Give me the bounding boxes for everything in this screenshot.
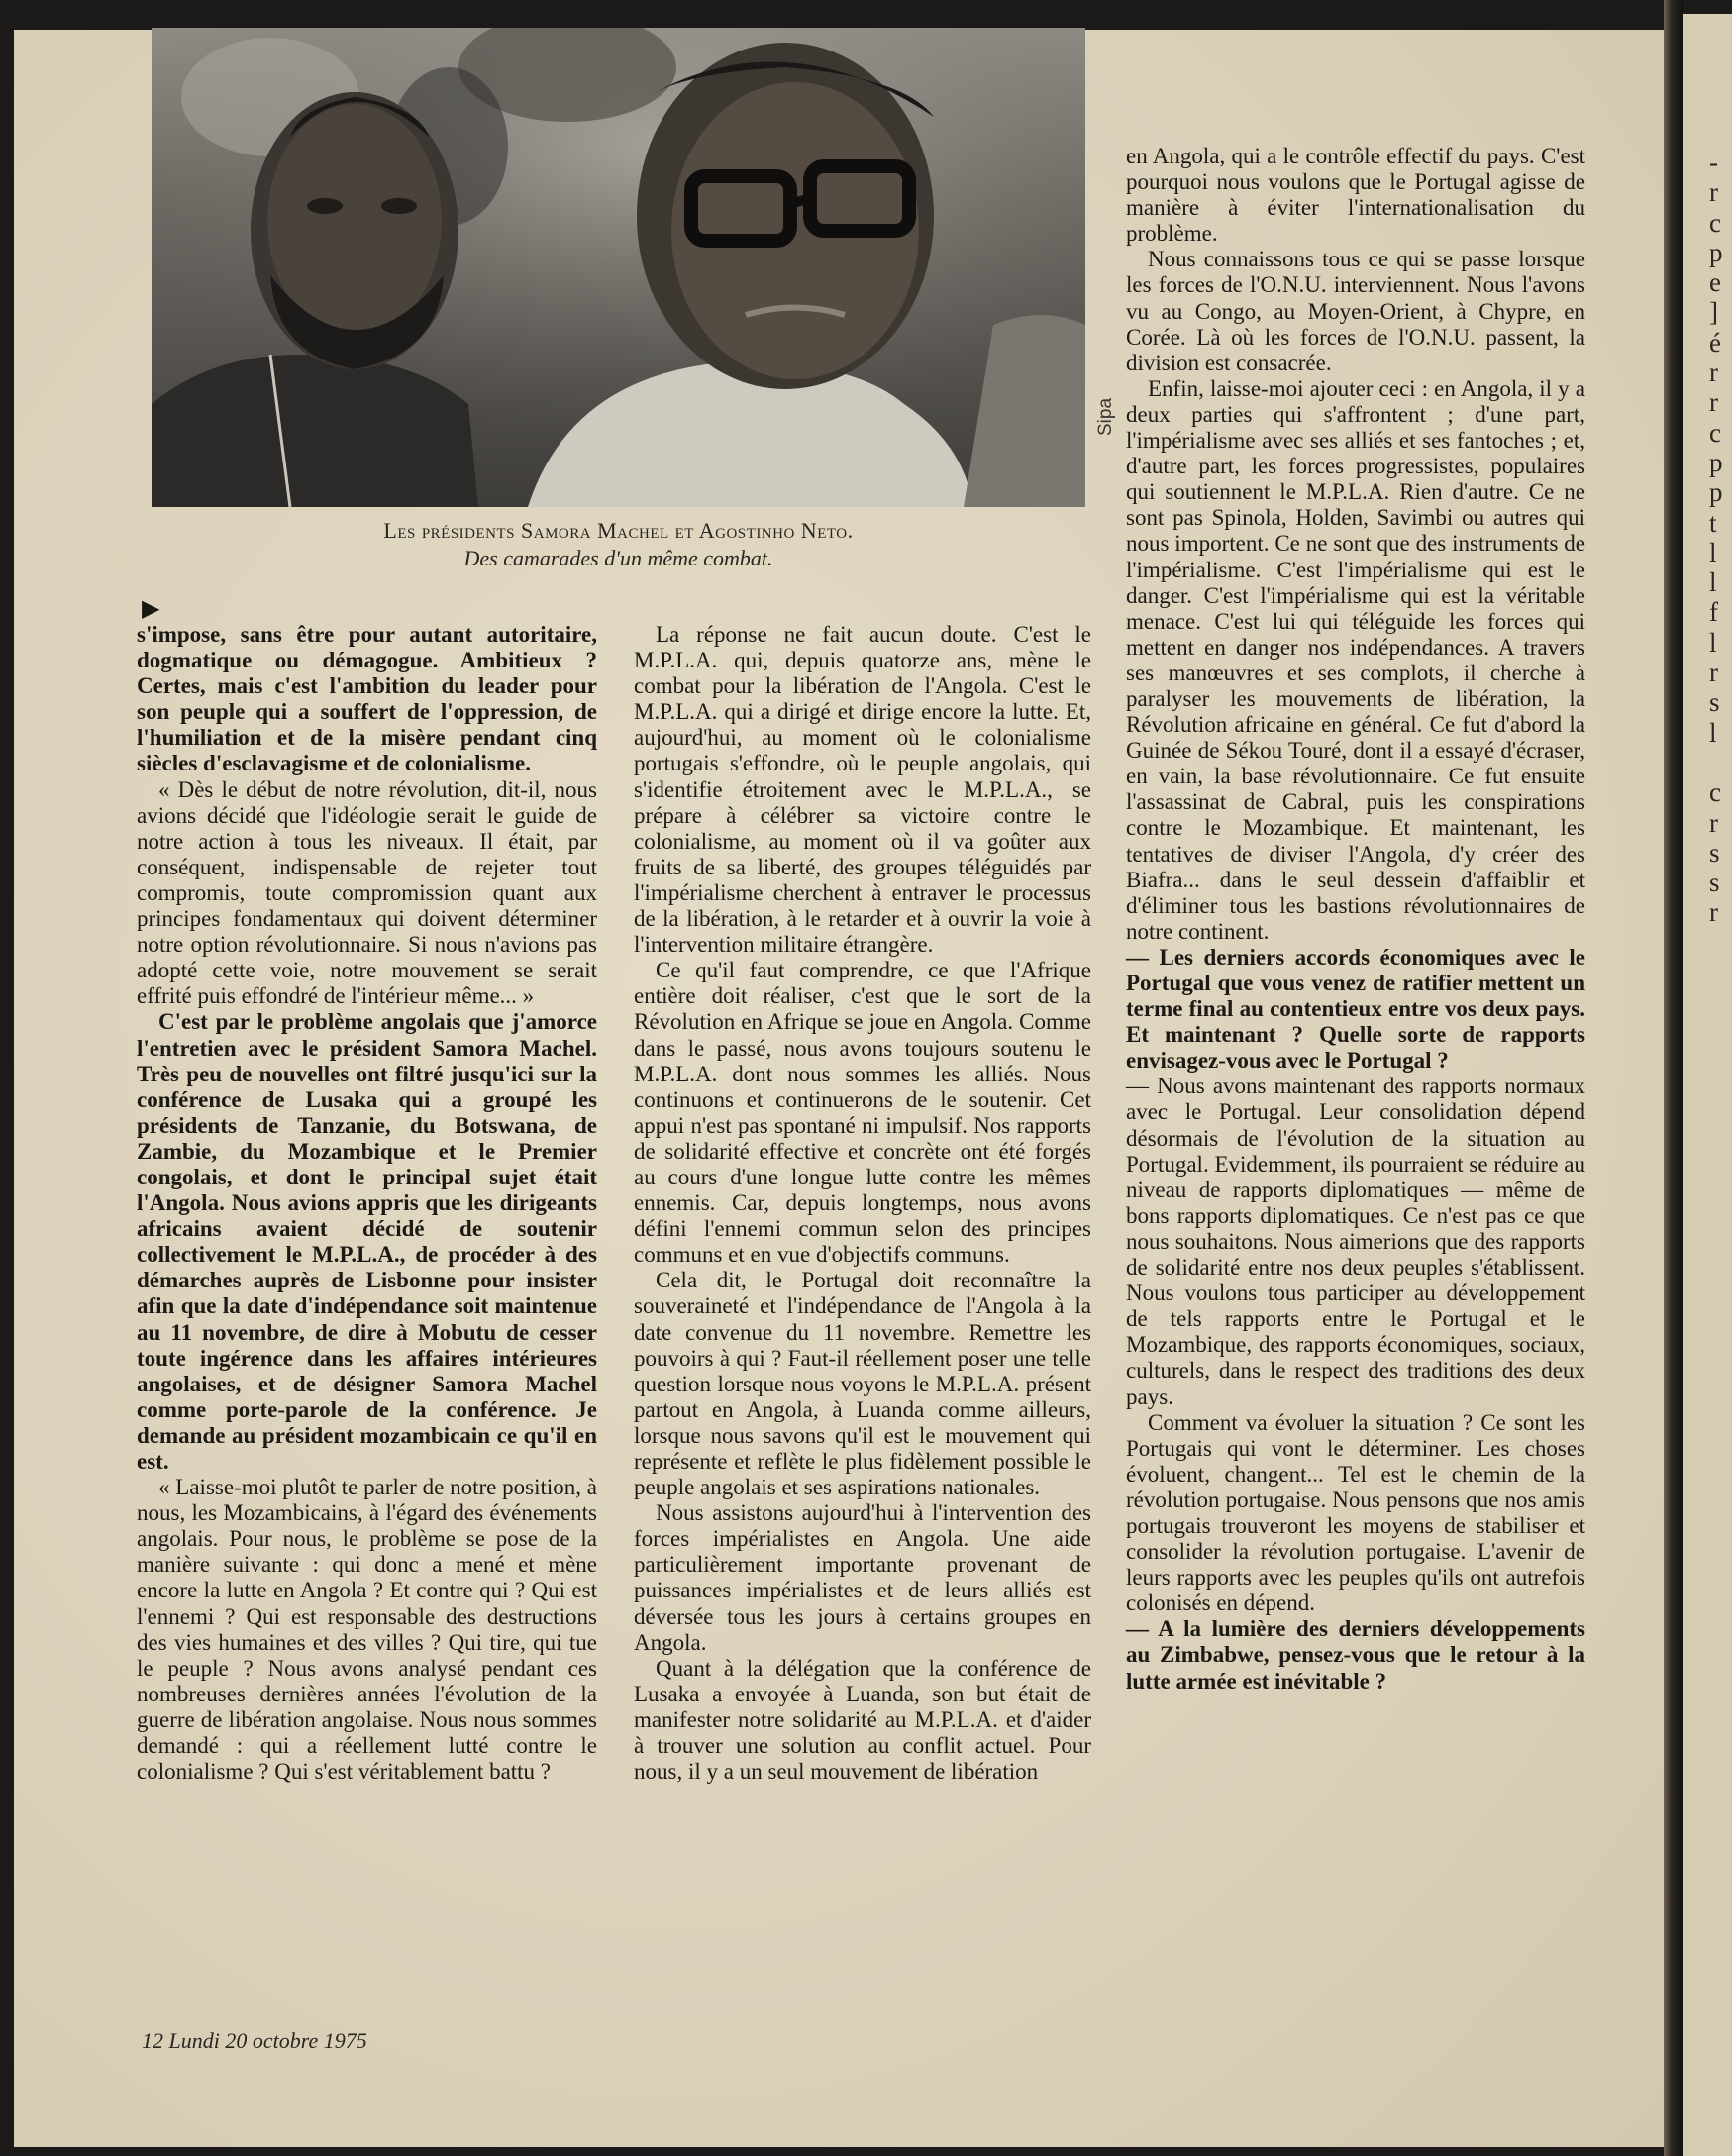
adjacent-page-letter: r	[1709, 177, 1718, 208]
adjacent-page-letter: e	[1709, 267, 1721, 298]
paragraph: « Dès le début de notre révolution, dit-il, nous avions décidé que l'idéologie serait le guide de notre action à tous les niveaux. Il était, par conséquent, indispensable de rejeter tout compromis, toute compromission quant aux principes fondamentaux qui doivent déterminer notre option révolutionnaire. Si nous n'avions pas adopté cette voie, notre mouvement se serait effrité puis effondré de l'intérieur même... »	[137, 776, 597, 1009]
adjacent-page-letter: l	[1709, 567, 1717, 598]
adjacent-page-letter: ]	[1709, 297, 1718, 328]
interview-question: — Les derniers accords économiques avec le Portugal que vous venez de ratifier mettent un terme final au contentieux entre vos deux pays. Et maintenant ? Quelle sorte de rapports envisagez-vous avec le Portugal ?	[1126, 944, 1585, 1074]
page-gutter	[1664, 0, 1683, 2156]
adjacent-page-letter: r	[1709, 658, 1718, 688]
adjacent-page-letter: l	[1709, 627, 1717, 658]
photo-credit: Sipa	[1095, 397, 1116, 436]
adjacent-page-letter: r	[1709, 387, 1718, 418]
adjacent-page-letter	[1709, 748, 1725, 777]
adjacent-page-letter: é	[1709, 327, 1721, 358]
adjacent-page-letter: c	[1709, 417, 1721, 448]
paragraph: s'impose, sans être pour autant autoritaire, dogmatique ou démagogue. Ambitieux ? Certes, mais c'est l'ambition du leader pour son peuple qui a souffert de l'oppression, de l'humiliation et de la misère pendant cinq siècles d'esclavagisme et de colonialisme.	[137, 622, 597, 776]
paragraph: « Laisse-moi plutôt te parler de notre position, à nous, les Mozambicains, à l'égard des événements angolais. Pour nous, le problème se pose de la manière suivante : qui donc a mené et mène encore la lutte en Angola ? Et contre qui ? Qui est l'ennemi ? Qui est responsable des destructions des vies humaines et des villes ? Qui tire, qui tue le peuple ? Nous avons analysé pendant ces nombreuses dernières années l'évolution de la guerre de libération angolaise. Nous nous sommes demandé : qui a réellement lutté contre le colonialisme ? Qui s'est véritablement battu ?	[137, 1475, 597, 1785]
adjacent-page-letters	[1709, 148, 1725, 928]
adjacent-page-letter: t	[1709, 507, 1717, 538]
adjacent-page-letter: c	[1709, 777, 1721, 808]
adjacent-page-letter: s	[1709, 868, 1720, 898]
adjacent-page-edge	[1683, 14, 1732, 2156]
paragraph: Quant à la délégation que la conférence de Lusaka a envoyée à Luanda, son but était de manifester notre solidarité au M.P.L.A. et d'aider à trouver une solution au conflit actuel. Pour nous, il y a un seul mouvement de libération	[634, 1655, 1091, 1785]
paragraph: — Nous avons maintenant des rapports normaux avec le Portugal. Leur consolidation dépend désormais de l'évolution de la situation au Portugal. Evidemment, ils pourraient se réduire au niveau de rapports diplomatiques — même de bons rapports diplomatiques. Ce n'est pas ce que nous souhaitons. Nous aimerions que des rapports de solidarité entre nos deux peuples s'établissent. Nous voulons tous participer au développement de tels rapports entre le Portugal et le Mozambique, des rapports économiques, sociaux, culturels, dans le respect des traditions des deux pays.	[1126, 1074, 1585, 1409]
paragraph: Comment va évoluer la situation ? Ce sont les Portugais qui vont le déterminer. Les choses évoluent, changent... Tel est le chemin de la révolution portugaise. Nous pensons que nos amis portugais trouveront les moyens de stabiliser et consolider la révolution portugaise. L'avenir de leurs rapports avec les peuples qu'ils ont autrefois colonisés en dépend.	[1126, 1409, 1585, 1616]
press-photo	[152, 28, 1085, 507]
article-column-1	[137, 622, 597, 1785]
article-column-3	[1126, 144, 1585, 1694]
adjacent-page-letter: s	[1709, 687, 1720, 718]
article-column-2	[634, 622, 1091, 1785]
caption-title: Les présidents Samora Machel et Agostinho Neto.	[383, 518, 854, 543]
caption-subtitle: Des camarades d'un même combat.	[463, 546, 773, 570]
paragraph: Nous assistons aujourd'hui à l'intervention des forces impérialistes en Angola. Une aide particulièrement importante provenant de puissances impérialistes et de leurs alliés est déversée tous les jours à certains groupes en Angola.	[634, 1500, 1091, 1655]
adjacent-page-letter: p	[1709, 447, 1723, 477]
adjacent-page-letter: r	[1709, 358, 1718, 388]
paragraph: La réponse ne fait aucun doute. C'est le M.P.L.A. qui, depuis quatorze ans, mène le combat pour la libération de l'Angola. C'est le M.P.L.A. qui a dirigé et dirige encore la lutte. Et, aujourd'hui, au moment où le colonialisme portugais s'effondre, où le peuple angolais, qui s'identifie étroitement avec le M.P.L.A., se prépare à célébrer sa victoire contre le colonialisme, au moment où il va goûter aux fruits de sa liberté, des groupes téléguidés par l'impérialisme cherchent à entraver le processus de la libération, à le retarder et à ouvrir la voie à l'intervention militaire étrangère.	[634, 622, 1091, 958]
adjacent-page-letter: l	[1709, 537, 1717, 567]
interview-question: — A la lumière des derniers développements au Zimbabwe, pensez-vous que le retour à la lutte armée est inévitable ?	[1126, 1616, 1585, 1694]
photo-caption	[152, 517, 1085, 572]
adjacent-page-letter: s	[1709, 837, 1720, 868]
adjacent-page-letter: p	[1709, 237, 1723, 267]
paragraph: en Angola, qui a le contrôle effectif du pays. C'est pourquoi nous voulons que le Portugal agisse de manière à éviter l'internationalisation du problème.	[1126, 144, 1585, 247]
adjacent-page-letter: l	[1709, 717, 1717, 748]
adjacent-page-letter: c	[1709, 207, 1721, 238]
adjacent-page-letter: p	[1709, 477, 1723, 508]
adjacent-page-letter: f	[1709, 597, 1718, 628]
paragraph: Ce qu'il faut comprendre, ce que l'Afrique entière doit réaliser, c'est que le sort de la Révolution en Afrique se joue en Angola. Comme dans le passé, nous avons toujours soutenu le M.P.L.A. dont nous sommes les alliés. Nous continuons et continuerons de le soutenir. Cet appui n'est pas spontané ni impulsif. Nos rapports de solidarité effective et concrète ont été forgés au cours d'une longue lutte contre les mêmes ennemis. Car, depuis longtemps, nous avons défini l'ennemi commun selon des principes communs et en vue d'objectifs communs.	[634, 958, 1091, 1268]
paragraph: Nous connaissons tous ce qui se passe lorsque les forces de l'O.N.U. interviennent. Nous l'avons vu au Congo, au Moyen-Orient, à Chypre, en Corée. Là où les forces de l'O.N.U. passent, la division est consacrée.	[1126, 247, 1585, 375]
paragraph: Cela dit, le Portugal doit reconnaître la souveraineté et l'indépendance de l'Angola à la date convenue du 11 novembre. Remettre les pouvoirs à qui ? Faut-il réellement poser une telle question lorsque nous voyons le M.P.L.A. présent partout en Angola, à Luanda comme ailleurs, lorsque nous savons qu'il est le mouvement qui représente et reflète le plus fidèlement possible le peuple angolais et ses aspirations nationales.	[634, 1268, 1091, 1500]
page-footer: 12 Lundi 20 octobre 1975	[142, 2028, 367, 2053]
photo-illustration	[152, 28, 1085, 507]
paragraph: Enfin, laisse-moi ajouter ceci : en Angola, il y a deux parties qui s'affrontent ; d'une part, l'impérialisme avec ses alliés et ses fantoches ; et, d'autre part, les forces progressistes, populaires qui soutiennent le M.P.L.A. Rien d'autre. Ce ne sont pas Spinola, Holden, Savimbi ou autres qui nous importent. Ce ne sont que des instruments de l'impérialisme. C'est l'impérialisme qui est le danger. C'est l'impérialisme qui est la véritable menace. C'est lui qui téléguide les forces qui mettent en danger nos indépendances. A travers ses manœuvres et ses complots, il cherche à paralyser les mouvements de libération, la Révolution africaine en général. Ce fut d'abord la Guinée de Sékou Touré, dont il a essayé d'écraser, en vain, la base révolutionnaire. Ce fut ensuite l'assassinat de Cabral, puis les conspirations contre le Mozambique. Et maintenant, les tentatives de diviser l'Angola, d'y créer des Biafra... dans le seul dessein d'affaiblir et d'éliminer tous les bastions révolutionnaires de notre continent.	[1126, 375, 1585, 944]
adjacent-page-letter: r	[1709, 897, 1718, 928]
adjacent-page-letter: r	[1709, 807, 1718, 838]
continuation-arrow-icon: ▶	[142, 596, 160, 622]
adjacent-page-letter: -	[1709, 148, 1718, 177]
paragraph: C'est par le problème angolais que j'amorce l'entretien avec le président Samora Machel. Très peu de nouvelles ont filtré jusqu'ici sur la conférence de Lusaka qui a groupé les présidents de Tanzanie, du Botswana, de Zambie, du Mozambique et le Premier congolais, et dont le principal sujet était l'Angola. Nous avions appris que les dirigeants africains avaient décidé de soutenir collectivement le M.P.L.A., de procéder à des démarches auprès de Lisbonne pour insister afin que la date d'indépendance soit maintenue au 11 novembre, de dire à Mobutu de cesser toute ingérence dans les affaires intérieures angolaises, et de désigner Samora Machel comme porte-parole de la conférence. Je demande au président mozambicain ce qu'il en est.	[137, 1009, 597, 1474]
